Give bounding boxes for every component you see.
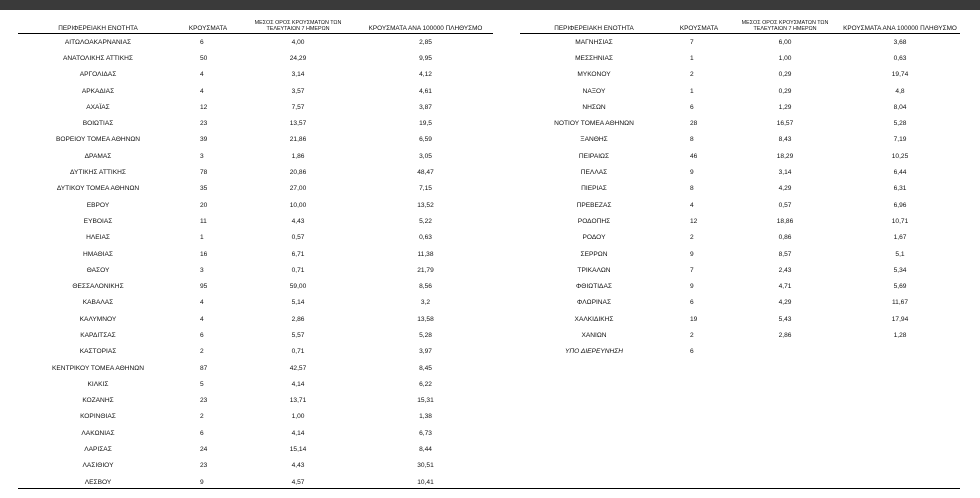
- cases-cell: 28: [690, 120, 698, 128]
- table-row: [520, 344, 960, 360]
- average-cell: 4,14: [291, 429, 305, 437]
- unit-name-cell: ΥΠΟ ΔΙΕΡΕΥΝΗΣΗ: [565, 348, 623, 356]
- average-cell: 21,86: [289, 136, 307, 144]
- unit-name-cell: ΦΘΙΩΤΙΔΑΣ: [576, 283, 612, 291]
- average-cell: 5,57: [291, 331, 305, 339]
- per-100k-cell: 10,71: [891, 217, 909, 225]
- header-cases-per-100k: ΚΡΟΥΣΜΑΤΑ ΑΝΑ 100000 ΠΛΗΘΥΣΜΟ: [358, 18, 493, 34]
- table-row: [520, 311, 960, 327]
- average-cell: 5,43: [778, 315, 792, 323]
- cases-cell: 24: [200, 446, 208, 454]
- cases-cell: 2: [690, 331, 694, 339]
- table-row: [520, 99, 960, 115]
- average-cell: 3,14: [291, 71, 305, 79]
- average-cell: 8,43: [778, 136, 792, 144]
- average-cell: 27,00: [289, 185, 307, 193]
- unit-name-cell: ΡΟΔΟΥ: [582, 234, 606, 242]
- table-row: [18, 327, 493, 343]
- unit-name-cell: ΛΕΣΒΟΥ: [84, 478, 112, 486]
- cases-cell: 50: [200, 54, 208, 62]
- table-row: [18, 99, 493, 115]
- cases-cell: 1: [200, 234, 204, 242]
- table-row: [520, 197, 960, 213]
- unit-name-cell: ΣΕΡΡΩΝ: [580, 250, 608, 258]
- cases-cell: 4: [690, 201, 694, 209]
- table-row: [18, 458, 493, 474]
- cases-cell: 23: [200, 120, 208, 128]
- average-cell: 4,29: [778, 299, 792, 307]
- average-cell: [730, 344, 840, 360]
- per-100k-cell: 7,19: [893, 136, 907, 144]
- unit-name-cell: ΔΥΤΙΚΟΥ ΤΟΜΕΑ ΑΘΗΝΩΝ: [56, 185, 140, 193]
- table-row: [18, 148, 493, 164]
- cases-cell: 2: [200, 348, 204, 356]
- cases-cell: 12: [200, 103, 208, 111]
- unit-name-cell: ΗΛΕΙΑΣ: [86, 234, 110, 242]
- table-header-row: [520, 18, 960, 34]
- average-cell: 15,14: [289, 446, 307, 454]
- cases-cell: 5: [200, 380, 204, 388]
- average-cell: 4,14: [291, 380, 305, 388]
- per-100k-cell: 5,28: [419, 331, 432, 339]
- cases-cell: 23: [200, 462, 208, 470]
- average-cell: 59,00: [289, 283, 307, 291]
- table-row: [520, 295, 960, 311]
- unit-name-cell: ΒΟΙΩΤΙΑΣ: [82, 120, 114, 128]
- table-row: [18, 360, 493, 376]
- average-cell: 42,57: [289, 364, 307, 372]
- table-row: [520, 278, 960, 294]
- per-100k-cell: 6,44: [893, 169, 907, 177]
- table-row: [520, 148, 960, 164]
- per-100k-cell: 7,15: [419, 185, 432, 193]
- cases-cell: 8: [690, 136, 694, 144]
- cases-cell: 1: [690, 87, 694, 95]
- unit-name-cell: ΠΕΙΡΑΙΩΣ: [578, 152, 610, 160]
- unit-name-cell: ΤΡΙΚΑΛΩΝ: [577, 266, 611, 274]
- unit-name-cell: ΗΜΑΘΙΑΣ: [83, 250, 113, 258]
- table-row: [18, 230, 493, 246]
- unit-name-cell: ΚΑΒΑΛΑΣ: [82, 299, 114, 307]
- table-row: [18, 311, 493, 327]
- per-100k-cell: 30,51: [417, 462, 434, 470]
- cases-cell: 9: [200, 478, 204, 486]
- unit-name-cell: ΚΕΝΤΡΙΚΟΥ ΤΟΜΕΑ ΑΘΗΝΩΝ: [52, 364, 144, 372]
- average-cell: 0,57: [778, 201, 792, 209]
- per-100k-cell: 5,1: [895, 250, 905, 258]
- per-100k-cell: 8,56: [419, 283, 432, 291]
- average-cell: 8,57: [778, 250, 792, 258]
- header-7day-average: ΜΕΣΟΣ ΟΡΟΣ ΚΡΟΥΣΜΑΤΩΝ ΤΩΝ ΤΕΛΕΥΤΑΙΩΝ 7 ΗΜΕΡΩΝ: [730, 18, 840, 34]
- unit-name-cell: ΡΟΔΟΠΗΣ: [577, 217, 611, 225]
- cases-cell: 11: [200, 217, 207, 225]
- average-cell: 2,86: [291, 315, 305, 323]
- cases-cell: 19: [690, 315, 698, 323]
- per-100k-cell: 1,28: [893, 331, 907, 339]
- table-row: [18, 132, 493, 148]
- per-100k-cell: 13,58: [417, 315, 434, 323]
- table-header-row: [18, 18, 493, 34]
- unit-name-cell: ΚΟΡΙΝΘΙΑΣ: [80, 413, 116, 421]
- cases-cell: 3: [200, 152, 204, 160]
- cases-cell: 6: [200, 38, 204, 46]
- cases-cell: 4: [200, 71, 204, 79]
- header-7day-average: ΜΕΣΟΣ ΟΡΟΣ ΚΡΟΥΣΜΑΤΩΝ ΤΩΝ ΤΕΛΕΥΤΑΙΩΝ 7 ΗΜΕΡΩΝ: [238, 18, 358, 34]
- unit-name-cell: ΛΑΚΩΝΙΑΣ: [81, 429, 115, 437]
- per-100k-cell: 8,04: [893, 103, 907, 111]
- table-body-left: [18, 34, 493, 491]
- unit-name-cell: ΑΡΚΑΔΙΑΣ: [81, 87, 115, 95]
- table-body-right: [520, 34, 960, 360]
- cases-table-left: [18, 18, 493, 490]
- per-100k-cell: 10,25: [891, 152, 909, 160]
- table-row: [18, 441, 493, 457]
- unit-name-cell: ΝΟΤΙΟΥ ΤΟΜΕΑ ΑΘΗΝΩΝ: [554, 120, 634, 128]
- table-row: [520, 164, 960, 180]
- average-cell: 1,00: [291, 413, 305, 421]
- cases-cell: 3: [200, 266, 204, 274]
- average-cell: 20,86: [289, 169, 307, 177]
- per-100k-cell: 8,44: [419, 446, 432, 454]
- cases-cell: 4: [200, 87, 204, 95]
- unit-name-cell: ΦΛΩΡΙΝΑΣ: [576, 299, 612, 307]
- per-100k-cell: 10,41: [417, 478, 434, 486]
- per-100k-cell: 11,67: [891, 299, 908, 307]
- per-100k-cell: 19,74: [891, 71, 909, 79]
- header-cases-per-100k: ΚΡΟΥΣΜΑΤΑ ΑΝΑ 100000 ΠΛΗΘΥΣΜΟ: [840, 18, 960, 34]
- average-cell: 6,71: [291, 250, 305, 258]
- unit-name-cell: ΔΥΤΙΚΗΣ ΑΤΤΙΚΗΣ: [70, 169, 126, 177]
- average-cell: 4,43: [291, 217, 305, 225]
- unit-name-cell: ΚΑΛΥΜΝΟΥ: [79, 315, 117, 323]
- table-row: [520, 34, 960, 51]
- table-row: [18, 83, 493, 99]
- average-cell: 10,00: [289, 201, 307, 209]
- per-100k-cell: 4,61: [419, 87, 432, 95]
- cases-cell: 7: [690, 38, 694, 46]
- table-row: [18, 344, 493, 360]
- unit-name-cell: ΞΑΝΘΗΣ: [580, 136, 608, 144]
- unit-name-cell: ΒΟΡΕΙΟΥ ΤΟΜΕΑ ΑΘΗΝΩΝ: [55, 136, 141, 144]
- per-100k-cell: 15,31: [417, 397, 434, 405]
- table-row: [520, 246, 960, 262]
- table-row: [18, 213, 493, 229]
- unit-name-cell: ΕΥΒΟΙΑΣ: [83, 217, 113, 225]
- per-100k-cell: 8,45: [419, 364, 432, 372]
- average-cell: 18,29: [776, 152, 794, 160]
- unit-name-cell: ΧΑΝΙΩΝ: [581, 331, 607, 339]
- per-100k-cell: 5,34: [893, 266, 907, 274]
- average-cell: 0,29: [778, 87, 792, 95]
- unit-name-cell: ΚΑΣΤΟΡΙΑΣ: [79, 348, 117, 356]
- cases-cell: 7: [690, 266, 694, 274]
- per-100k-cell: 19,5: [419, 120, 432, 128]
- table-row: [520, 181, 960, 197]
- cases-cell: 2: [690, 71, 694, 79]
- average-cell: 2,86: [778, 331, 792, 339]
- unit-name-cell: ΛΑΡΙΣΑΣ: [84, 446, 112, 454]
- cases-table-right: [520, 18, 960, 360]
- header-regional-unit: ΠΕΡΙΦΕΡΕΙΑΚΗ ΕΝΟΤΗΤΑ: [520, 18, 668, 34]
- cases-cell: 4: [200, 315, 204, 323]
- cases-cell: 87: [200, 364, 208, 372]
- per-100k-cell: 0,63: [419, 234, 432, 242]
- unit-name-cell: ΚΟΖΑΝΗΣ: [82, 397, 114, 405]
- unit-name-cell: ΠΙΕΡΙΑΣ: [581, 185, 607, 193]
- per-100k-cell: 9,95: [419, 54, 432, 62]
- per-100k-cell: 5,22: [419, 217, 432, 225]
- per-100k-cell: 4,8: [895, 87, 905, 95]
- per-100k-cell: 3,2: [420, 299, 431, 307]
- cases-cell: 12: [690, 217, 698, 225]
- cases-cell: 8: [690, 185, 694, 193]
- per-100k-cell: 3,97: [419, 348, 432, 356]
- unit-name-cell: ΜΕΣΣΗΝΙΑΣ: [575, 54, 613, 62]
- cases-cell: 6: [200, 331, 204, 339]
- per-100k-cell: 3,68: [893, 38, 907, 46]
- average-cell: 16,57: [776, 120, 794, 128]
- unit-name-cell: ΑΝΑΤΟΛΙΚΗΣ ΑΤΤΙΚΗΣ: [63, 54, 133, 62]
- per-100k-cell: 4,12: [419, 71, 432, 79]
- per-100k-cell: 21,79: [417, 266, 434, 274]
- cases-cell: 20: [200, 201, 208, 209]
- average-cell: 0,71: [291, 348, 305, 356]
- average-cell: 4,43: [291, 462, 305, 470]
- table-row: [18, 181, 493, 197]
- table-row: [520, 213, 960, 229]
- table-row: [18, 295, 493, 311]
- unit-name-cell: ΑΡΓΟΛΙΔΑΣ: [79, 71, 117, 79]
- window-top-bar: [0, 0, 980, 10]
- cases-cell: 9: [690, 169, 694, 177]
- unit-name-cell: ΜΥΚΟΝΟΥ: [577, 71, 611, 79]
- header-cases: ΚΡΟΥΣΜΑΤΑ: [178, 18, 238, 34]
- average-cell: 4,29: [778, 185, 792, 193]
- average-cell: 0,29: [778, 71, 792, 79]
- table-row: [520, 230, 960, 246]
- cases-cell: 39: [200, 136, 208, 144]
- table-row: [520, 132, 960, 148]
- per-100k-cell: 0,63: [893, 54, 907, 62]
- cases-cell: 1: [690, 54, 694, 62]
- average-cell: 7,57: [291, 103, 305, 111]
- cases-cell: 6: [690, 348, 694, 356]
- cases-cell: 9: [690, 250, 694, 258]
- unit-name-cell: ΠΡΕΒΕΖΑΣ: [576, 201, 612, 209]
- average-cell: 5,14: [291, 299, 305, 307]
- unit-name-cell: ΚΙΛΚΙΣ: [87, 380, 109, 388]
- table-row: [18, 278, 493, 294]
- per-100k-cell: 1,38: [419, 413, 432, 421]
- average-cell: 1,29: [778, 103, 792, 111]
- average-cell: 3,57: [291, 87, 305, 95]
- average-cell: 4,57: [291, 478, 305, 486]
- per-100k-cell: 3,87: [419, 103, 432, 111]
- average-cell: 1,00: [778, 54, 792, 62]
- average-cell: 3,14: [778, 169, 792, 177]
- average-cell: 4,00: [291, 38, 305, 46]
- unit-name-cell: ΜΑΓΝΗΣΙΑΣ: [575, 38, 613, 46]
- average-cell: 2,43: [778, 266, 792, 274]
- table-row: [18, 262, 493, 278]
- table-row: [18, 67, 493, 83]
- per-100k-cell: 5,28: [893, 120, 907, 128]
- per-100k-cell: 1,67: [893, 234, 907, 242]
- per-100k-cell: 6,73: [419, 429, 432, 437]
- average-cell: 0,71: [291, 266, 305, 274]
- table-row: [18, 376, 493, 392]
- unit-name-cell: ΛΑΣΙΘΙΟΥ: [82, 462, 114, 470]
- unit-name-cell: ΚΑΡΔΙΤΣΑΣ: [80, 331, 116, 339]
- cases-cell: 2: [690, 234, 694, 242]
- average-cell: 6,00: [778, 38, 792, 46]
- table-row: [18, 197, 493, 213]
- table-row: [18, 164, 493, 180]
- average-cell: 13,57: [289, 120, 307, 128]
- table-row: [520, 50, 960, 66]
- average-cell: 0,86: [778, 234, 792, 242]
- cases-cell: 16: [200, 250, 208, 258]
- per-100k-cell: 17,94: [891, 315, 909, 323]
- unit-name-cell: ΘΑΣΟΥ: [86, 266, 110, 274]
- average-cell: 4,71: [778, 283, 792, 291]
- bottom-divider: [18, 488, 960, 489]
- per-100k-cell: [840, 344, 960, 360]
- cases-cell: 35: [200, 185, 208, 193]
- unit-name-cell: ΝΑΞΟΥ: [582, 87, 606, 95]
- per-100k-cell: 2,85: [419, 38, 432, 46]
- header-regional-unit: ΠΕΡΙΦΕΡΕΙΑΚΗ ΕΝΟΤΗΤΑ: [18, 18, 178, 34]
- per-100k-cell: 3,05: [419, 152, 432, 160]
- table-row: [18, 393, 493, 409]
- per-100k-cell: 6,59: [419, 136, 432, 144]
- cases-cell: 23: [200, 397, 208, 405]
- cases-cell: 4: [200, 299, 204, 307]
- table-row: [520, 327, 960, 343]
- average-cell: 1,86: [291, 152, 305, 160]
- table-row: [18, 34, 493, 51]
- unit-name-cell: ΔΡΑΜΑΣ: [84, 152, 112, 160]
- table-row: [520, 262, 960, 278]
- per-100k-cell: 5,69: [893, 283, 907, 291]
- cases-cell: 6: [690, 299, 694, 307]
- per-100k-cell: 6,22: [419, 380, 432, 388]
- cases-cell: 2: [200, 413, 204, 421]
- table-row: [18, 115, 493, 131]
- unit-name-cell: ΑΙΤΩΛΟΑΚΑΡΝΑΝΙΑΣ: [64, 38, 132, 46]
- table-row: [520, 67, 960, 83]
- cases-cell: 78: [200, 169, 208, 177]
- unit-name-cell: ΠΕΛΛΑΣ: [580, 169, 608, 177]
- table-row: [520, 83, 960, 99]
- per-100k-cell: 6,96: [893, 201, 907, 209]
- average-cell: 0,57: [291, 234, 305, 242]
- average-cell: 18,86: [776, 217, 794, 225]
- unit-name-cell: ΑΧΑΪΑΣ: [86, 103, 110, 111]
- per-100k-cell: 6,31: [893, 185, 907, 193]
- unit-name-cell: ΝΗΣΩΝ: [582, 103, 606, 111]
- cases-cell: 6: [690, 103, 694, 111]
- cases-cell: 9: [690, 283, 694, 291]
- unit-name-cell: ΧΑΛΚΙΔΙΚΗΣ: [574, 315, 614, 323]
- cases-cell: 95: [200, 283, 208, 291]
- unit-name-cell: ΘΕΣΣΑΛΟΝΙΚΗΣ: [72, 283, 124, 291]
- table-row: [520, 115, 960, 131]
- cases-cell: 46: [690, 152, 698, 160]
- average-cell: 24,29: [289, 54, 307, 62]
- per-100k-cell: 13,52: [417, 201, 434, 209]
- table-row: [18, 246, 493, 262]
- per-100k-cell: 11,38: [417, 250, 434, 258]
- average-cell: 13,71: [289, 397, 307, 405]
- per-100k-cell: 48,47: [417, 169, 434, 177]
- table-row: [18, 425, 493, 441]
- header-cases: ΚΡΟΥΣΜΑΤΑ: [668, 18, 730, 34]
- unit-name-cell: ΕΒΡΟΥ: [86, 201, 110, 209]
- cases-cell: 6: [200, 429, 204, 437]
- table-row: [18, 409, 493, 425]
- table-row: [18, 50, 493, 66]
